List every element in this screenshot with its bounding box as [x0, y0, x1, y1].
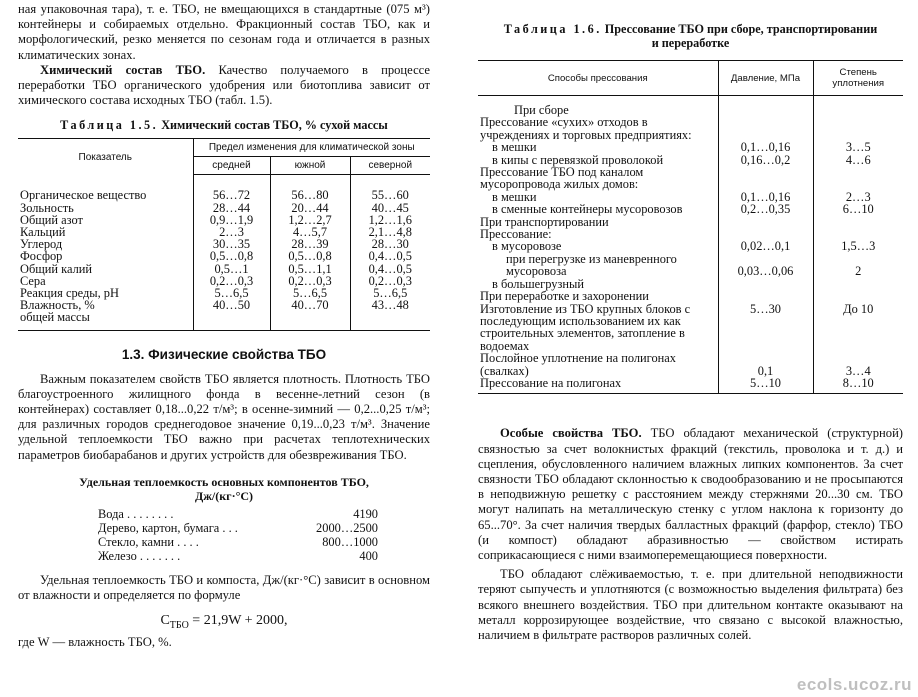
cell-method: Изготовление из ТБО крупных блоков с последующим использованием их как строительных элементов, затопление в водоемах [480, 301, 691, 353]
cell-degree [813, 96, 903, 117]
special-paragraph [478, 426, 903, 563]
table-1-5-body [18, 175, 430, 330]
cell-method: При переработке и захоронении [480, 289, 649, 304]
cell-method: в кипы с перевязкой проволокой [492, 152, 664, 167]
cell-mid: 5…6,5 [193, 287, 270, 299]
table-row [18, 250, 430, 262]
cell-degree: 3…4 [813, 352, 903, 377]
right-page [478, 0, 903, 643]
heat-capacity-list [18, 507, 430, 563]
cell-method: Прессование «сухих» отходов в учреждениях и торговых предприятиях: [480, 115, 692, 142]
cell-pressure: 0,1…0,16 [718, 141, 813, 153]
cell-north: 28…30 [350, 238, 430, 250]
cell-pressure [718, 116, 813, 141]
cell-name: Сера [20, 273, 46, 288]
cell-degree: 2 [813, 253, 903, 278]
cell-name: Реакция среды, рН [20, 286, 119, 301]
cell-south: 28…39 [270, 238, 350, 250]
cell-degree: 2…3 [813, 191, 903, 203]
chem-paragraph [18, 63, 430, 109]
cell-degree: 4…6 [813, 154, 903, 166]
cell-south: 1,2…2,7 [270, 214, 350, 226]
col-pressure: Давление, МПа [718, 61, 813, 96]
formula-rest: = 21,9W + 2000, [188, 613, 288, 629]
cell-method: При сборе [514, 103, 569, 117]
cell-south: 0,5…0,8 [270, 250, 350, 262]
cell-south: 5…6,5 [270, 287, 350, 299]
col-degree: Степень уплотнения [813, 61, 903, 96]
cell-name: Зольность [20, 200, 74, 215]
cell-method: Прессование ТБО под каналом мусоропровода жилых домов: [480, 165, 644, 192]
cell-north: 0,4…0,5 [350, 263, 430, 275]
formula-sub: ТБО [169, 620, 189, 632]
cell-pressure [718, 166, 813, 191]
heat-item-value: 400 [359, 548, 378, 563]
cell-mid: 0,5…0,8 [193, 250, 270, 262]
table-row [478, 377, 903, 394]
left-page [18, 0, 430, 650]
cell-north: 1,2…1,6 [350, 214, 430, 226]
cell-north [350, 311, 430, 330]
cell-method: в мешки [492, 189, 537, 204]
cell-north: 5…6,5 [350, 287, 430, 299]
cell-north: 43…48 [350, 299, 430, 311]
table-row [478, 253, 903, 278]
table-row [18, 311, 430, 330]
section-heading: 1.3. Физические свойства ТБО [121, 346, 327, 362]
cell-method: в мешки [492, 140, 537, 155]
cell-method: при перегрузке из маневренного мусоровоза [506, 251, 677, 279]
cell-north: 0,2…0,3 [350, 275, 430, 287]
cell-pressure: 0,1 [718, 352, 813, 377]
table-1-6-title-line1: Прессование ТБО при сборе, транспортировании [604, 22, 878, 36]
table-row [478, 303, 903, 353]
table-row [478, 240, 903, 252]
cell-south: 0,5…1,1 [270, 263, 350, 275]
cell-mid [193, 311, 270, 330]
heat-title-line2: Дж/(кг·°С) [194, 488, 254, 503]
chem-text: Качество получаемого в процессе переработки ТБО органического удобрения или биотоплива зависит от химического состава исходных ТБО (табл. 1.5). [18, 62, 431, 108]
col-zone-south: южной [270, 157, 350, 175]
cell-mid: 0,5…1 [193, 263, 270, 275]
table-row [18, 202, 430, 214]
table-row [478, 166, 903, 191]
cell-degree: До 10 [813, 303, 903, 353]
cell-method: При транспортировании [480, 214, 609, 229]
table-row [18, 263, 430, 275]
heat-item-name: Стекло, камни . . . . [98, 534, 199, 549]
cell-name: Общий азот [20, 212, 83, 227]
cell-name: Углерод [20, 237, 63, 252]
table-row [478, 203, 903, 215]
cell-pressure [718, 216, 813, 228]
heat-item-value: 4190 [353, 506, 378, 521]
cell-degree [813, 216, 903, 228]
cell-degree: 6…10 [813, 203, 903, 215]
cell-pressure [718, 96, 813, 117]
special-lead: Особые свойства ТБО. [500, 426, 642, 441]
cell-south: 0,2…0,3 [270, 275, 350, 287]
cell-name: Фосфор [20, 249, 63, 264]
table-1-5-title: Химический состав ТБО, % сухой массы [161, 118, 388, 133]
cell-name: Кальций [20, 225, 66, 240]
intro-paragraph: ная упаковочная тара), т. е. ТБО, не вмещающихся в стандартные (075 м³) контейнеры и собираемых отдельно. Фракционный состав ТБО, как и морфологический, резко меняется по сезонам года и отличается в разных климатических зонах. [18, 2, 430, 62]
cell-mid: 0,2…0,3 [193, 275, 270, 287]
cell-mid: 0,9…1,9 [193, 214, 270, 226]
heat-item-name: Дерево, картон, бумага . . . [98, 520, 238, 535]
cell-pressure: 5…10 [718, 377, 813, 394]
heat-item-name: Железо . . . . . . . [98, 548, 181, 563]
cell-pressure: 0,2…0,35 [718, 203, 813, 215]
table-1-6-title-line2: и переработке [651, 36, 730, 50]
cell-north: 2,1…4,8 [350, 226, 430, 238]
cell-pressure: 0,03…0,06 [718, 253, 813, 278]
cell-degree: 1,5…3 [813, 240, 903, 252]
cell-degree [813, 116, 903, 141]
cell-method: Прессование: [480, 227, 552, 242]
table-row [18, 175, 430, 202]
cell-name: Органическое вещество [20, 187, 147, 202]
cell-pressure [718, 290, 813, 302]
col-zone-mid: средней [193, 157, 270, 175]
cell-name: Общий калий [20, 261, 93, 276]
cell-method: Послойное уплотнение на полигонах (свалках) [480, 351, 676, 378]
cell-south: 40…70 [270, 299, 350, 311]
cell-pressure: 0,02…0,1 [718, 240, 813, 252]
cell-name: общей массы [18, 311, 193, 330]
formula-c: C [160, 613, 170, 629]
cell-south [270, 311, 350, 330]
cell-degree [813, 166, 903, 191]
cell-method: в мусоровозе [492, 239, 562, 254]
cell-mid: 56…72 [193, 175, 270, 202]
cell-north: 0,4…0,5 [350, 250, 430, 262]
cell-degree [813, 290, 903, 302]
chem-lead: Химический состав ТБО. [40, 62, 206, 77]
heat-title-line1: Удельная теплоемкость основных компонентов ТБО, [79, 474, 369, 489]
cell-south: 20…44 [270, 202, 350, 214]
cell-pressure: 5…30 [718, 303, 813, 353]
cell-north: 55…60 [350, 175, 430, 202]
table-row [478, 352, 903, 377]
cell-south: 4…5,7 [270, 226, 350, 238]
heat-item-value: 2000…2500 [316, 520, 378, 535]
cell-mid: 28…44 [193, 202, 270, 214]
table-1-6 [478, 60, 903, 394]
cell-south: 56…80 [270, 175, 350, 202]
heat-item-value: 800…1000 [322, 534, 378, 549]
cell-north: 40…45 [350, 202, 430, 214]
cell-name: Влажность, % [20, 298, 95, 313]
last-paragraph: ТБО обладают слёживаемостью, т. е. при длительной неподвижности теряют сыпучесть и уплотняются (с возможностью выделения фильтрата) без всякого внешнего воздействия. ТБО при длительном контакте оказывают на металл коррозирующее воздействие, что связано с высокой влажностью, наличием в фильтрате растворов различных солей. [478, 567, 903, 642]
list-item [98, 521, 430, 535]
cell-mid: 2…3 [193, 226, 270, 238]
table-1-6-caption [478, 22, 903, 50]
table-1-5-caption [18, 118, 430, 132]
col-group: Предел изменения для климатической зоны [193, 139, 430, 157]
table-1-5-label: Таблица 1.5. [60, 118, 159, 133]
table-1-6-label: Таблица 1.6. [503, 22, 602, 36]
special-text: ТБО обладают механической (структурной) связностью за счет волокнистых фракций (текстиль, проволока и т. д.) и сцепления, обусловленного наличием влажных липких компонентов. За счет связности ТБО обладают склонностью к сводообразованию и не просыпаются в неподвижную решетку с расстоянием между стержнями 20...30 см. ТБО могут налипать на металлическую стенку с углом наклона к горизонту до 65...70°. За счет наличия твердых балластных фракций (фарфор, стекло) ТБО (и компост) обладают абразивностью — свойством истирать соприкасающиеся с ними взаимоперемещающиеся поверхности. [478, 426, 903, 562]
cell-method: Прессование на полигонах [478, 377, 718, 394]
table-row [478, 116, 903, 141]
cell-degree: 8…10 [813, 377, 903, 394]
col-zone-north: северной [350, 157, 430, 175]
where-line: где W — влажность ТБО, %. [18, 635, 172, 650]
table-1-5 [18, 138, 430, 330]
heat-paragraph: Удельная теплоемкость ТБО и компоста, Дж/(кг·°С) зависит в основном от влажности и определяется по формуле [18, 572, 430, 603]
table-row [478, 141, 903, 153]
cell-pressure [718, 278, 813, 290]
heat-item-name: Вода . . . . . . . . [98, 506, 174, 521]
list-item [98, 507, 430, 521]
col-indicator: Показатель [18, 139, 193, 175]
cell-degree: 3…5 [813, 141, 903, 153]
watermark: ecols.ucoz.ru [796, 675, 912, 694]
cell-pressure: 0,1…0,16 [718, 191, 813, 203]
phys-paragraph: Важным показателем свойств ТБО является плотность. Плотность ТБО благоустроенного жилищного фонда в весенне-летний сезон (в контейнерах) составляет 0,18...0,22 т/м³; в осенне-зимний — 0,2...0,25 т/м³; для различных городов среднегодовое значение 0,19...0,23 т/м³. Значение удельной теплоемкости ТБО важно при расчетах теплотехнических параметров биобарабанов и других устройств для обезвреживания ТБО. [18, 371, 430, 462]
table-1-6-body [478, 96, 903, 394]
formula [18, 613, 430, 631]
cell-mid: 30…35 [193, 238, 270, 250]
cell-method: в сменные контейнеры мусоровозов [492, 202, 683, 217]
heat-capacity-title [18, 475, 430, 503]
cell-method: в большегрузный [492, 276, 584, 291]
list-item [98, 535, 430, 549]
cell-mid: 40…50 [193, 299, 270, 311]
list-item [98, 549, 430, 563]
table-row [478, 290, 903, 302]
cell-pressure: 0,16…0,2 [718, 154, 813, 166]
cell-degree [813, 278, 903, 290]
col-method: Способы прессования [478, 61, 718, 96]
table-row [478, 96, 903, 117]
